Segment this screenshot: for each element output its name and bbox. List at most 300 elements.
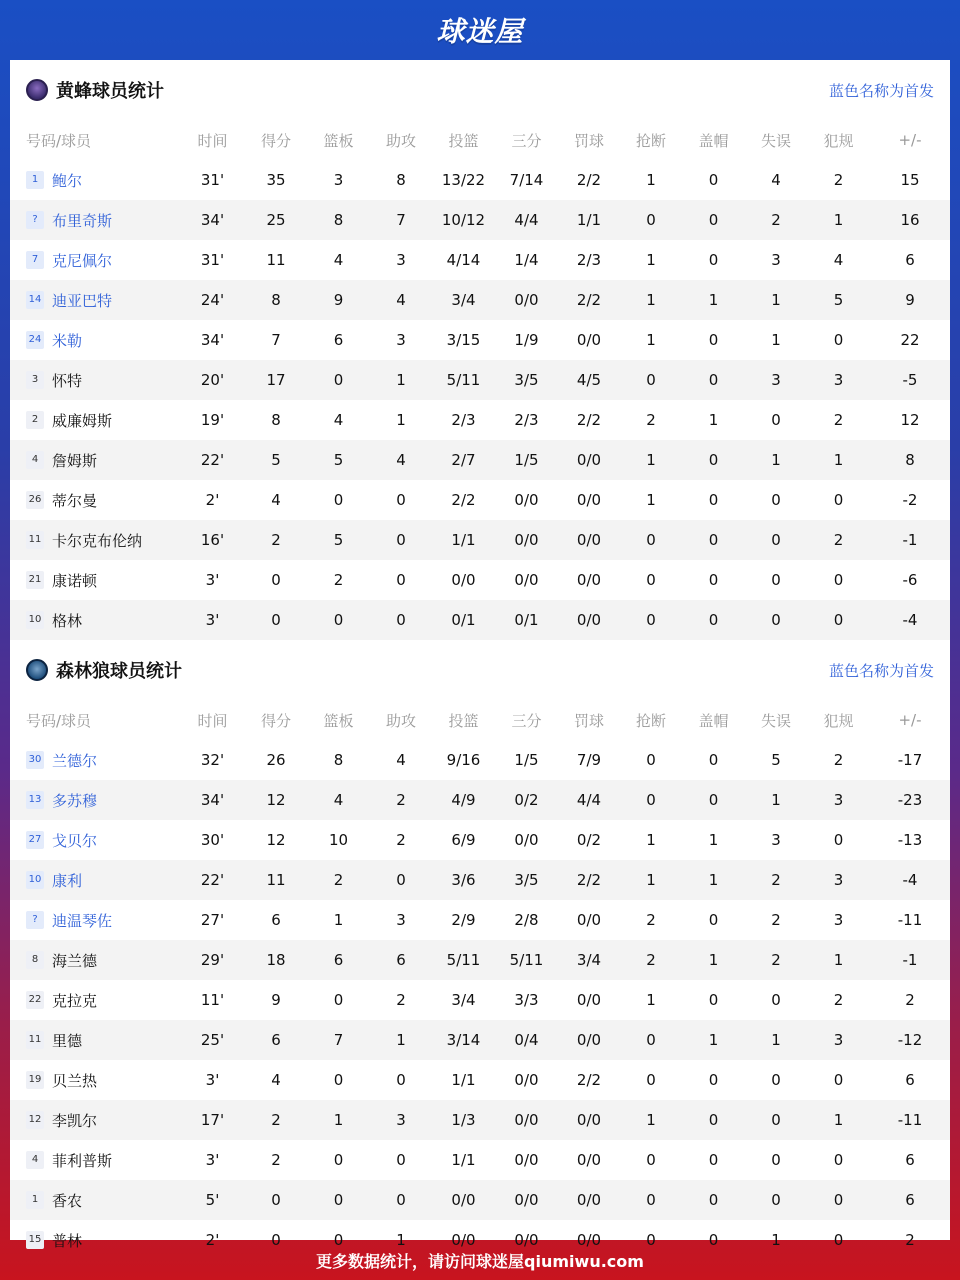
- stat-cell: 3/4: [451, 991, 476, 1009]
- player-name[interactable]: 怀特: [52, 371, 83, 390]
- stat-cell: 24': [200, 291, 225, 309]
- player-cell: [10, 1100, 180, 1140]
- stat-cell: 0: [833, 571, 844, 589]
- stat-cell: 2: [771, 951, 781, 969]
- column-header: 篮板: [323, 711, 354, 730]
- stat-cell: -4: [902, 871, 918, 889]
- starter-note: 蓝色名称为首发: [828, 81, 934, 100]
- player-name[interactable]: 卡尔克布伦纳: [52, 531, 143, 550]
- player-row[interactable]: [10, 820, 950, 860]
- stat-cell: 1: [646, 251, 656, 269]
- stat-cell: 0: [333, 1071, 344, 1089]
- stat-cell: 0: [708, 1071, 719, 1089]
- stat-cell: 2/7: [451, 451, 476, 469]
- stat-cell: 2/3: [514, 411, 539, 429]
- stat-cell: 0: [708, 1231, 719, 1249]
- column-header: 抢断: [635, 711, 666, 730]
- player-cell: [10, 440, 180, 480]
- stat-cell: 0: [333, 1151, 344, 1169]
- player-name[interactable]: 詹姆斯: [52, 451, 98, 470]
- stat-cell: 0/2: [576, 831, 602, 849]
- player-cell: [10, 320, 180, 360]
- stat-cell: 1: [771, 291, 781, 309]
- jersey-number: 15: [26, 1231, 44, 1249]
- stat-cell: 1: [646, 331, 656, 349]
- stat-cell: 5: [833, 291, 844, 309]
- stat-cell: 1: [646, 871, 656, 889]
- player-row[interactable]: [10, 200, 950, 240]
- stat-cell: 0: [708, 531, 719, 549]
- jersey-number: 14: [26, 291, 44, 309]
- stat-cell: 8: [333, 211, 344, 229]
- player-name[interactable]: 香农: [52, 1191, 83, 1210]
- column-header: 助攻: [385, 711, 416, 730]
- stat-cell: 9: [271, 991, 281, 1009]
- player-row[interactable]: [10, 560, 950, 600]
- stat-cell: 0/0: [576, 1231, 602, 1249]
- player-name[interactable]: 迪温琴佐: [52, 911, 113, 930]
- stat-cell: 34': [200, 211, 225, 229]
- stat-cell: 35: [266, 171, 286, 189]
- player-name[interactable]: 贝兰热: [52, 1071, 98, 1090]
- player-cell: [10, 980, 180, 1020]
- stat-cell: 1: [396, 1231, 406, 1249]
- stat-cell: 0/1: [451, 611, 476, 629]
- stat-cell: 1: [333, 1111, 344, 1129]
- column-header: 时间: [197, 131, 228, 150]
- stat-cell: 22': [200, 451, 225, 469]
- player-cell: [10, 1180, 180, 1220]
- jersey-number: 11: [26, 531, 44, 549]
- stat-cell: 19': [200, 411, 225, 429]
- stat-cell: 2: [833, 751, 844, 769]
- stat-cell: 0: [708, 491, 719, 509]
- stat-cell: 1: [708, 871, 719, 889]
- stat-cell: 8: [271, 411, 281, 429]
- stat-cell: 0: [396, 611, 406, 629]
- stat-cell: 0: [646, 1151, 656, 1169]
- stat-cell: 0: [833, 1191, 844, 1209]
- stat-cell: 4: [396, 751, 406, 769]
- stat-cell: 1: [708, 291, 719, 309]
- stat-cell: 31': [200, 171, 225, 189]
- player-row[interactable]: [10, 400, 950, 440]
- player-name[interactable]: 菲利普斯: [52, 1151, 113, 1170]
- stat-cell: 1: [646, 171, 656, 189]
- column-header: 时间: [197, 711, 228, 730]
- stat-cell: 0/0: [514, 491, 539, 509]
- stat-cell: 16': [200, 531, 225, 549]
- column-header: 失误: [760, 711, 791, 730]
- stat-cell: 0: [646, 211, 656, 229]
- stat-cell: 1: [771, 791, 781, 809]
- stat-cell: 17: [266, 371, 286, 389]
- player-row[interactable]: [10, 1100, 950, 1140]
- player-row[interactable]: [10, 1060, 950, 1100]
- player-name[interactable]: 布里奇斯: [52, 211, 113, 230]
- stat-cell: 2/9: [451, 911, 476, 929]
- stat-cell: 1: [646, 831, 656, 849]
- column-header: 罚球: [573, 131, 604, 150]
- stat-cell: 3': [205, 1071, 220, 1089]
- column-header: +/-: [898, 711, 922, 729]
- stat-cell: 29': [200, 951, 225, 969]
- stat-cell: 6: [396, 951, 406, 969]
- player-name[interactable]: 戈贝尔: [52, 831, 98, 850]
- stat-cell: 3': [205, 611, 220, 629]
- stat-cell: 10/12: [441, 211, 486, 229]
- stat-cell: 4: [333, 791, 344, 809]
- stat-cell: 0: [396, 1151, 406, 1169]
- stat-cell: 1: [646, 451, 656, 469]
- stat-cell: 25: [266, 211, 286, 229]
- column-header: 三分: [511, 711, 542, 730]
- column-header: +/-: [898, 131, 922, 149]
- stat-cell: 0/0: [514, 531, 539, 549]
- stat-cell: 0: [333, 1191, 344, 1209]
- timberwolves-logo-icon: [26, 659, 48, 681]
- column-header: 犯规: [823, 131, 854, 150]
- stat-cell: 5: [333, 451, 344, 469]
- stat-cell: 6: [271, 1031, 281, 1049]
- player-name[interactable]: 米勒: [52, 331, 83, 350]
- stat-cell: 9/16: [446, 751, 481, 769]
- player-name[interactable]: 威廉姆斯: [52, 411, 113, 430]
- stat-cell: 0: [708, 611, 719, 629]
- jersey-number: 24: [26, 331, 44, 349]
- stat-cell: 0/0: [576, 911, 602, 929]
- stat-cell: 3/14: [446, 1031, 481, 1049]
- stat-cell: 2: [833, 531, 844, 549]
- stat-cell: 3: [771, 831, 781, 849]
- stat-cell: 0: [833, 831, 844, 849]
- stat-cell: 0/4: [514, 1031, 539, 1049]
- stat-cell: 0: [646, 1071, 656, 1089]
- stat-cell: 1/1: [451, 1151, 476, 1169]
- footer-link[interactable]: 更多数据统计，请访问球迷屋qiumiwu.com: [316, 1251, 644, 1271]
- player-row[interactable]: [10, 360, 950, 400]
- stat-cell: 0: [646, 571, 656, 589]
- player-row[interactable]: [10, 1020, 950, 1060]
- stat-cell: 4/14: [446, 251, 481, 269]
- player-name[interactable]: 鲍尔: [52, 171, 83, 190]
- stat-cell: 2/2: [576, 411, 602, 429]
- jersey-number: 11: [26, 1031, 44, 1049]
- stat-cell: 11: [266, 251, 286, 269]
- stat-cell: 3: [396, 911, 406, 929]
- section-title: [26, 657, 182, 683]
- stat-cell: 1: [771, 1031, 781, 1049]
- stat-cell: 1: [396, 1031, 406, 1049]
- stat-cell: -12: [897, 1031, 923, 1049]
- player-row[interactable]: [10, 280, 950, 320]
- stat-cell: 3': [205, 571, 220, 589]
- stat-cell: 1/5: [514, 751, 539, 769]
- stat-cell: 0: [833, 1071, 844, 1089]
- player-name[interactable]: 格林: [52, 611, 83, 630]
- player-name[interactable]: 兰德尔: [52, 751, 98, 770]
- stat-cell: 4: [333, 251, 344, 269]
- stat-cell: 2: [771, 211, 781, 229]
- stat-cell: 4/4: [576, 791, 602, 809]
- column-header: 投篮: [448, 131, 479, 150]
- stat-cell: 0/0: [514, 1191, 539, 1209]
- stat-cell: 0: [708, 1151, 719, 1169]
- stat-cell: 3/4: [576, 951, 602, 969]
- player-name[interactable]: 普林: [52, 1231, 83, 1250]
- stat-cell: 1/4: [514, 251, 539, 269]
- player-name[interactable]: 康利: [52, 871, 83, 890]
- brand-logo: 球迷屋: [436, 15, 524, 48]
- stat-cell: 12: [900, 411, 920, 429]
- jersey-number: 19: [26, 1071, 44, 1089]
- stat-cell: 0/0: [576, 1191, 602, 1209]
- player-name[interactable]: 蒂尔曼: [52, 491, 98, 510]
- stat-cell: 0: [708, 251, 719, 269]
- player-cell: [10, 480, 180, 520]
- stat-cell: 6: [905, 1191, 915, 1209]
- stat-cell: 3: [833, 371, 844, 389]
- stat-cell: 13/22: [441, 171, 486, 189]
- stat-cell: 3: [396, 1111, 406, 1129]
- stat-cell: 0/0: [576, 1111, 602, 1129]
- stat-cell: 3: [396, 331, 406, 349]
- stat-cell: 32': [200, 751, 225, 769]
- stat-cell: 3/5: [514, 371, 539, 389]
- stat-cell: 1/5: [514, 451, 539, 469]
- stat-cell: 0/0: [576, 991, 602, 1009]
- stat-cell: 0: [833, 491, 844, 509]
- stat-cell: 1: [396, 371, 406, 389]
- stat-cell: 4: [333, 411, 344, 429]
- stat-cell: 3: [833, 1031, 844, 1049]
- player-row[interactable]: [10, 1180, 950, 1220]
- stat-cell: 0/0: [514, 1231, 539, 1249]
- section-header: [10, 640, 950, 700]
- stat-cell: 0: [771, 1071, 781, 1089]
- stat-cell: 0: [708, 1111, 719, 1129]
- stat-cell: 0: [708, 211, 719, 229]
- player-row[interactable]: [10, 520, 950, 560]
- stat-cell: 1: [708, 411, 719, 429]
- team-title: 黄蜂球员统计: [56, 81, 164, 102]
- player-row[interactable]: [10, 900, 950, 940]
- stat-cell: 1/3: [451, 1111, 476, 1129]
- stat-cell: 1/1: [576, 211, 602, 229]
- column-header: 投篮: [448, 711, 479, 730]
- stat-cell: 0: [271, 1191, 281, 1209]
- stat-cell: 3: [833, 791, 844, 809]
- stat-cell: 0/0: [576, 1031, 602, 1049]
- player-name[interactable]: 迪亚巴特: [52, 291, 113, 310]
- stat-cell: 0/0: [514, 831, 539, 849]
- stat-cell: -1: [902, 951, 918, 969]
- stat-cell: 0: [708, 1191, 719, 1209]
- stat-cell: 4: [396, 291, 406, 309]
- stat-cell: -5: [902, 371, 918, 389]
- stat-cell: 0: [333, 1231, 344, 1249]
- jersey-number: 4: [26, 1151, 44, 1169]
- player-cell: [10, 600, 180, 640]
- jersey-number: 1: [26, 171, 44, 189]
- player-row[interactable]: [10, 240, 950, 280]
- stat-cell: 2/2: [576, 871, 602, 889]
- stat-cell: 2/2: [451, 491, 476, 509]
- stat-cell: 22: [900, 331, 920, 349]
- stat-cell: 31': [200, 251, 225, 269]
- player-name[interactable]: 里德: [52, 1031, 83, 1050]
- stat-cell: 2: [646, 411, 656, 429]
- stat-cell: -6: [902, 571, 918, 589]
- stat-cell: 0: [396, 1191, 406, 1209]
- stat-cell: 2: [833, 171, 844, 189]
- stat-cell: 1: [833, 451, 844, 469]
- starter-note: 蓝色名称为首发: [828, 661, 934, 680]
- stat-cell: 1: [708, 951, 719, 969]
- stat-cell: 0: [708, 571, 719, 589]
- stat-cell: 0: [396, 571, 406, 589]
- stat-cell: 7: [396, 211, 406, 229]
- column-header: 罚球: [573, 711, 604, 730]
- player-name[interactable]: 克拉克: [52, 991, 98, 1010]
- stat-cell: 0: [708, 171, 719, 189]
- column-header: 三分: [511, 131, 542, 150]
- player-cell: [10, 820, 180, 860]
- stat-cell: 2: [646, 951, 656, 969]
- player-row[interactable]: [10, 160, 950, 200]
- stat-cell: 2: [905, 991, 915, 1009]
- jersey-number: 13: [26, 791, 44, 809]
- stat-cell: 0: [333, 991, 344, 1009]
- player-row[interactable]: [10, 980, 950, 1020]
- column-header: 盖帽: [698, 131, 729, 150]
- stat-cell: 22': [200, 871, 225, 889]
- stat-cell: 30': [200, 831, 225, 849]
- stat-cell: 2/8: [514, 911, 539, 929]
- stat-cell: 2: [396, 791, 406, 809]
- jersey-number: 30: [26, 751, 44, 769]
- column-header: 抢断: [635, 131, 666, 150]
- stat-cell: 3/3: [514, 991, 539, 1009]
- player-row[interactable]: [10, 940, 950, 980]
- stat-cell: 3: [833, 871, 844, 889]
- player-row[interactable]: [10, 600, 950, 640]
- stat-cell: 1: [646, 1111, 656, 1129]
- stat-cell: 11': [200, 991, 225, 1009]
- stat-cell: 3: [833, 911, 844, 929]
- stat-cell: 0: [833, 1231, 844, 1249]
- stat-cell: 3/4: [451, 291, 476, 309]
- section-title: [26, 77, 164, 103]
- stat-cell: 0: [646, 1191, 656, 1209]
- stat-cell: 0/0: [451, 1191, 476, 1209]
- stat-cell: 4/5: [576, 371, 602, 389]
- stat-cell: 9: [333, 291, 344, 309]
- stat-cell: 0: [708, 791, 719, 809]
- player-row[interactable]: [10, 860, 950, 900]
- stat-cell: 9: [905, 291, 915, 309]
- stat-cell: 17': [200, 1111, 225, 1129]
- stat-cell: 0: [833, 611, 844, 629]
- stat-cell: 0: [646, 1031, 656, 1049]
- stat-cell: 10: [328, 831, 349, 849]
- jersey-number: 10: [26, 871, 44, 889]
- player-row[interactable]: [10, 1140, 950, 1180]
- stat-cell: 2: [271, 531, 281, 549]
- player-name[interactable]: 康诺顿: [52, 571, 98, 590]
- stat-cell: 8: [271, 291, 281, 309]
- stat-cell: 2: [271, 1151, 281, 1169]
- stat-cell: 18: [266, 951, 286, 969]
- stat-cell: 5: [271, 451, 281, 469]
- player-cell: [10, 780, 180, 820]
- stat-cell: 0/0: [576, 451, 602, 469]
- stat-cell: -11: [897, 1111, 923, 1129]
- player-name[interactable]: 克尼佩尔: [52, 251, 113, 270]
- stat-cell: 2/3: [451, 411, 476, 429]
- player-name[interactable]: 李凯尔: [52, 1111, 98, 1130]
- stat-cell: 1: [833, 951, 844, 969]
- stat-cell: 0: [396, 531, 406, 549]
- player-name[interactable]: 多苏穆: [52, 791, 98, 810]
- stat-cell: 0/0: [514, 571, 539, 589]
- stat-cell: 6: [333, 951, 344, 969]
- player-name[interactable]: 海兰德: [52, 951, 98, 970]
- stat-cell: 26: [266, 751, 286, 769]
- header-row: [10, 700, 950, 740]
- stat-cell: 1/1: [451, 1071, 476, 1089]
- stat-cell: 6: [271, 911, 281, 929]
- stat-cell: 0: [771, 611, 781, 629]
- stat-cell: 6: [905, 1151, 915, 1169]
- stat-cell: -1: [902, 531, 918, 549]
- stat-cell: 4/9: [451, 791, 476, 809]
- stat-cell: 5: [333, 531, 344, 549]
- stat-cell: 2: [396, 991, 406, 1009]
- stat-cell: 3/15: [446, 331, 481, 349]
- stat-cell: 2/2: [576, 171, 602, 189]
- stat-cell: 0/0: [451, 571, 476, 589]
- player-row[interactable]: [10, 740, 950, 780]
- stat-cell: 1: [771, 1231, 781, 1249]
- jersey-number: 7: [26, 251, 44, 269]
- stat-cell: -13: [897, 831, 923, 849]
- stat-cell: 4/4: [514, 211, 539, 229]
- stat-cell: 8: [905, 451, 915, 469]
- stat-cell: 0: [771, 991, 781, 1009]
- stat-cell: -23: [897, 791, 923, 809]
- column-header: 失误: [760, 131, 791, 150]
- player-row[interactable]: [10, 780, 950, 820]
- player-row[interactable]: [10, 320, 950, 360]
- header-row: [10, 120, 950, 160]
- stat-cell: 0: [771, 531, 781, 549]
- stat-cell: 0: [646, 531, 656, 549]
- stat-cell: 0/1: [514, 611, 539, 629]
- player-cell: [10, 280, 180, 320]
- stat-cell: 0: [771, 411, 781, 429]
- player-row[interactable]: [10, 440, 950, 480]
- player-cell: [10, 1020, 180, 1060]
- jersey-number: 22: [26, 991, 44, 1009]
- stat-cell: 25': [200, 1031, 225, 1049]
- stat-cell: 5/11: [509, 951, 544, 969]
- stat-cell: 0/0: [576, 491, 602, 509]
- stat-cell: 0: [708, 451, 719, 469]
- player-row[interactable]: [10, 480, 950, 520]
- jersey-number: 10: [26, 611, 44, 629]
- stat-cell: 0: [708, 331, 719, 349]
